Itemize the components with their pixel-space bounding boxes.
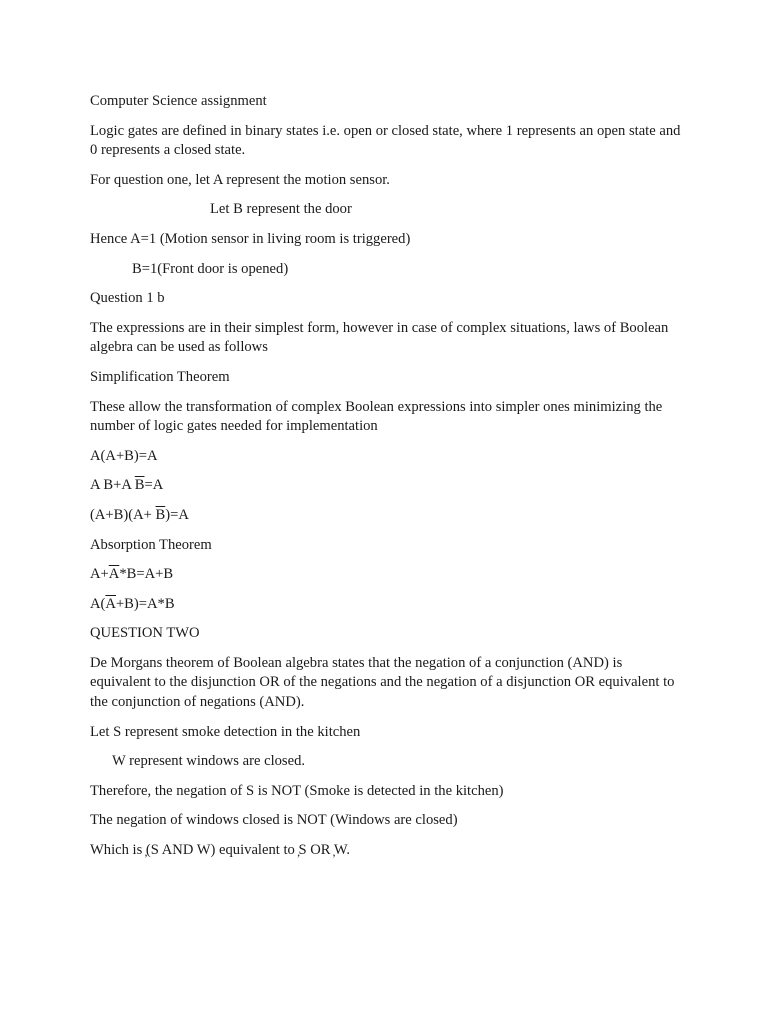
equation-negated-term: $\overline{A}$: [108, 566, 120, 583]
equation-part: +B)=A*B: [115, 595, 175, 612]
paragraph: The expressions are in their simplest form, however in case of complex situations, laws of Boolean algebra can be used as follows: [90, 319, 669, 356]
equation-part: *B=A+B: [119, 566, 174, 583]
equation-part: A B+A: [90, 477, 135, 494]
paragraph: Logic gates are defined in binary states i.e. open or closed state, where 1 represents an open state and 0 represents a closed state.: [90, 122, 681, 159]
paragraph: W represent windows are closed.: [112, 753, 306, 770]
paragraph: The negation of windows closed is NOT (Windows are closed): [90, 812, 458, 829]
equation: A(A+B)=A: [90, 447, 158, 464]
equation-part: )=A: [165, 506, 189, 523]
equation-part: =A: [144, 477, 164, 494]
paragraph: De Morgans theorem of Boolean algebra states that the negation of a conjunction (AND) is equivalent to the disjunction OR of the negations and the negation of a disjunction OR equivalent to the conjunction of negations (AND).: [90, 654, 675, 711]
paragraph: These allow the transformation of complex Boolean expressions into simpler ones minimizing the number of logic gates needed for implementation: [90, 398, 663, 435]
paragraph: Let B represent the door: [210, 201, 352, 218]
equation: [90, 565, 682, 585]
equation-negated-term: $\overline{B}$: [155, 506, 166, 523]
section-heading: QUESTION TWO: [90, 625, 200, 642]
paragraph: Let S represent smoke detection in the kitchen: [90, 723, 361, 740]
equation-part: A+: [90, 566, 109, 583]
equation: [90, 476, 682, 496]
paragraph: For question one, let A represent the motion sensor.: [90, 171, 390, 188]
equation-negated-term: $\overline{A}$: [105, 595, 116, 612]
paragraph: B=1(Front door is opened): [132, 260, 289, 277]
section-heading: Absorption Theorem: [90, 536, 212, 553]
equation-part: (A+B)(A+: [90, 506, 156, 523]
section-heading: Question 1 b: [90, 290, 165, 307]
document-body: [90, 92, 682, 871]
section-heading: Simplification Theorem: [90, 368, 230, 385]
paragraph: Which is ̦(S AND W) equivalent to ̦S OR ̦W.: [90, 842, 350, 859]
document-title: Computer Science assignment: [90, 93, 267, 109]
paragraph: Hence A=1 (Motion sensor in living room is triggered): [90, 230, 411, 247]
paragraph: Therefore, the negation of S is NOT (Smoke is detected in the kitchen): [90, 782, 504, 799]
equation-negated-term: $\overline{B}$: [134, 477, 145, 494]
equation-part: A(: [90, 595, 106, 612]
equation: [90, 506, 682, 526]
equation: [90, 595, 682, 615]
